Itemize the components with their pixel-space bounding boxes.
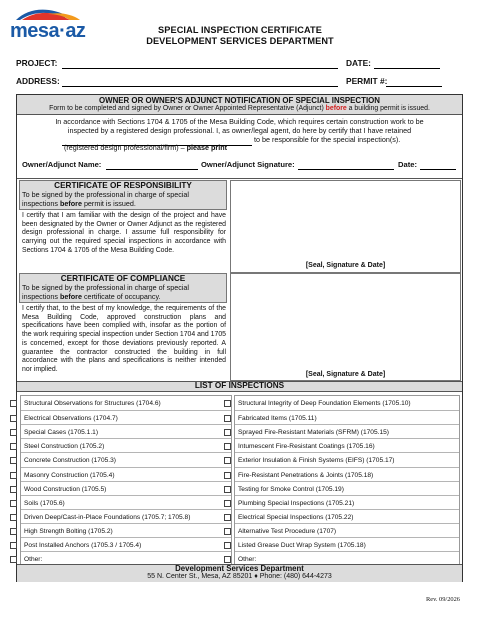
inspection-right-row: [235, 396, 459, 410]
inspection-left-checkbox[interactable]: [10, 415, 17, 422]
inspection-right-row: [235, 438, 459, 452]
inspection-right-label: Exterior Insulation & Finish Systems (EIFS) (1705.17): [238, 457, 395, 465]
inspection-left-checkbox[interactable]: [10, 429, 17, 436]
inspection-right-checkbox[interactable]: [224, 429, 231, 436]
project-field[interactable]: [62, 68, 338, 69]
inspection-left-row: [21, 537, 231, 551]
inspection-right-checkbox[interactable]: [224, 443, 231, 450]
inspection-left-checkbox[interactable]: [10, 472, 17, 479]
inspection-left-checkbox[interactable]: [10, 400, 17, 407]
inspection-right-row: [235, 481, 459, 495]
inspection-left-checkbox[interactable]: [10, 443, 17, 450]
inspection-left-checkbox[interactable]: [10, 556, 17, 563]
inspection-right-checkbox[interactable]: [224, 556, 231, 563]
owner-name-label: Owner/Adjunct Name:: [22, 160, 102, 169]
inspection-right-row: [235, 410, 459, 424]
inspection-right-checkbox[interactable]: [224, 415, 231, 422]
inspection-left-label: Masonry Construction (1705.4): [24, 471, 115, 479]
inspection-left-row: [21, 467, 231, 481]
department-title: DEVELOPMENT SERVICES DEPARTMENT: [146, 36, 334, 46]
inspection-right-label: Structural Integrity of Deep Foundation Elements (1705.10): [238, 400, 411, 407]
owner-paragraph-line1: In accordance with Sections 1704 & 1705 of the Mesa Building Code, which requires certain construction work to be: [55, 117, 424, 126]
inspection-left-checkbox[interactable]: [10, 457, 17, 464]
owner-sub-red: before: [325, 105, 347, 112]
address-label: ADDRESS:: [16, 76, 60, 86]
section-divider: [17, 178, 462, 179]
inspection-left-label: Post Installed Anchors (1705.3 / 1705.4): [24, 542, 142, 549]
responsibility-sub1: To be signed by the professional in charge of special: [22, 190, 190, 199]
compliance-seal-box[interactable]: [230, 273, 461, 381]
owner-name-field[interactable]: [106, 169, 198, 170]
responsibility-seal-box[interactable]: [230, 180, 461, 273]
owner-paragraph-line2: inspected by a registered design professional. I, as owner/legal agent, do here by certify that I have retained: [67, 126, 412, 135]
inspection-left-checkbox[interactable]: [10, 528, 17, 535]
inspection-left-checkbox[interactable]: [10, 500, 17, 507]
inspection-right-label: Plumbing Special Inspections (1705.21): [238, 499, 355, 507]
footer-department: Development Services Department: [175, 564, 304, 573]
compliance-heading: CERTIFICATE OF COMPLIANCE: [60, 274, 186, 283]
inspection-right-checkbox[interactable]: [224, 514, 231, 521]
inspection-left-row: [21, 438, 231, 452]
compliance-seal-label: [Seal, Signature & Date]: [305, 371, 386, 378]
inspection-left-label: Special Cases (1705.1.1): [24, 429, 99, 437]
inspection-right-label: Alternative Test Procedure (1707): [238, 527, 337, 535]
revision-label: Rev. 09/2026: [425, 596, 460, 603]
inspection-left-label: Steel Construction (1705.2): [24, 443, 105, 451]
inspection-left-row: [21, 495, 231, 509]
registered-professional-caption: [64, 144, 227, 153]
compliance-sub2: inspections before certificate of occupancy.: [22, 292, 161, 301]
responsibility-sub2: inspections before permit is issued.: [22, 199, 136, 208]
owner-sub-after: a building permit is issued.: [348, 105, 430, 112]
inspection-left-label: Driven Deep/Cast-in-Place Foundations (1705.7; 1705.8): [24, 513, 191, 521]
responsibility-body: I certify that I am familiar with the design of the project and have been designated by the Owner or Owner Adjunct as the registered design professional in charge. I assume full responsibility for carrying out the required special inspections in accordance with Sections 1704 & 1705 of the Mesa Building Code.: [22, 212, 226, 254]
inspection-right-checkbox[interactable]: [224, 400, 231, 407]
responsibility-seal-label: [Seal, Signature & Date]: [305, 262, 386, 269]
inspection-left-checkbox[interactable]: [10, 542, 17, 549]
owner-signature-label: Owner/Adjunct Signature:: [201, 160, 295, 169]
inspection-left-label: Wood Construction (1705.5): [24, 485, 107, 493]
owner-signature-field[interactable]: [298, 169, 394, 170]
owner-sub-before: Form to be completed and signed by Owner or Owner Appointed Representative (Adjunct): [49, 105, 324, 112]
inspection-right-row: [235, 467, 459, 481]
inspection-left-label: Concrete Construction (1705.3): [24, 457, 116, 465]
inspection-right-label: Other:: [238, 556, 257, 564]
owner-section-heading: OWNER OR OWNER'S ADJUNCT NOTIFICATION OF SPECIAL INSPECTION: [99, 96, 380, 105]
inspection-right-label: Listed Grease Duct Wrap System (1705.18): [238, 542, 366, 549]
project-label: PROJECT:: [16, 58, 58, 68]
footer-address: 55 N. Center St., Mesa, AZ 85201 ♦ Phone: (480) 644-4273: [147, 573, 332, 580]
inspection-left-label: High Strength Bolting (1705.2): [24, 527, 113, 535]
inspections-left-column: [20, 395, 232, 565]
inspection-right-row: [235, 537, 459, 551]
inspection-left-row: [21, 523, 231, 537]
form-title: SPECIAL INSPECTION CERTIFICATE: [158, 25, 322, 35]
inspection-left-row: [21, 410, 231, 424]
inspection-left-label: Electrical Observations (1704.7): [24, 415, 118, 423]
owner-section-subheading: [17, 105, 462, 112]
inspection-right-label: Testing for Smoke Control (1705.19): [238, 485, 344, 493]
inspection-right-label: Electrical Special Inspections (1705.22): [238, 513, 354, 521]
permit-field[interactable]: [386, 86, 442, 87]
inspection-right-checkbox[interactable]: [224, 528, 231, 535]
inspection-left-row: [21, 509, 231, 523]
inspection-right-row: [235, 495, 459, 509]
date-field[interactable]: [374, 68, 440, 69]
logo-wordmark: mesa·az: [10, 20, 86, 42]
inspection-right-row: [235, 452, 459, 466]
compliance-body: I certify that, to the best of my knowledge, the requirements of the Mesa Building Code, approved construction plans and specifications have been complied with, insofar as the portion of the work requiring special inspection under Section 1704 and 1705 is concerned, except for those deviations previously reported. A guarantee the contractor constructed the building in full accordance with the plans and specifications is neither intended nor implied.: [22, 305, 226, 373]
inspection-right-label: Fabricated Items (1705.11): [238, 415, 317, 423]
reg-label: (registered design professional/firm) –: [64, 143, 185, 152]
inspection-right-checkbox[interactable]: [224, 472, 231, 479]
inspection-left-checkbox[interactable]: [10, 486, 17, 493]
inspection-right-checkbox[interactable]: [224, 500, 231, 507]
inspections-right-column: [234, 395, 460, 565]
date-label: DATE:: [346, 58, 371, 68]
compliance-sub1: To be signed by the professional in charge of special: [22, 283, 190, 292]
inspection-left-label: Structural Observations for Structures (1704.6): [24, 400, 161, 407]
inspection-right-row: [235, 509, 459, 523]
owner-date-field[interactable]: [420, 169, 456, 170]
inspection-right-label: Intumescent Fire-Resistant Coatings (1705.16): [238, 443, 375, 451]
inspection-left-row: [21, 396, 231, 410]
inspection-right-label: Fire-Resistant Penetrations & Joints (1705.18): [238, 471, 374, 479]
permit-label: PERMIT #:: [346, 76, 388, 86]
inspection-left-label: Other:: [24, 556, 43, 564]
inspection-right-checkbox[interactable]: [224, 457, 231, 464]
inspection-right-row: [235, 424, 459, 438]
inspection-right-checkbox[interactable]: [224, 542, 231, 549]
inspection-left-row: [21, 452, 231, 466]
inspection-left-row: [21, 481, 231, 495]
responsibility-heading: CERTIFICATE OF RESPONSIBILITY: [54, 181, 192, 190]
inspection-left-row: [21, 424, 231, 438]
inspection-left-label: Soils (1705.6): [24, 499, 65, 507]
inspection-right-checkbox[interactable]: [224, 486, 231, 493]
reg-print: please print: [186, 143, 227, 152]
inspections-heading: LIST OF INSPECTIONS: [194, 381, 285, 390]
inspection-right-label: Sprayed Fire-Resistant Materials (SFRM) (1705.15): [238, 429, 389, 437]
owner-paragraph-line3: to be responsible for the special inspection(s).: [254, 135, 401, 144]
inspection-right-row: [235, 523, 459, 537]
owner-date-label: Date:: [398, 160, 417, 169]
inspection-left-checkbox[interactable]: [10, 514, 17, 521]
address-field[interactable]: [62, 86, 338, 87]
